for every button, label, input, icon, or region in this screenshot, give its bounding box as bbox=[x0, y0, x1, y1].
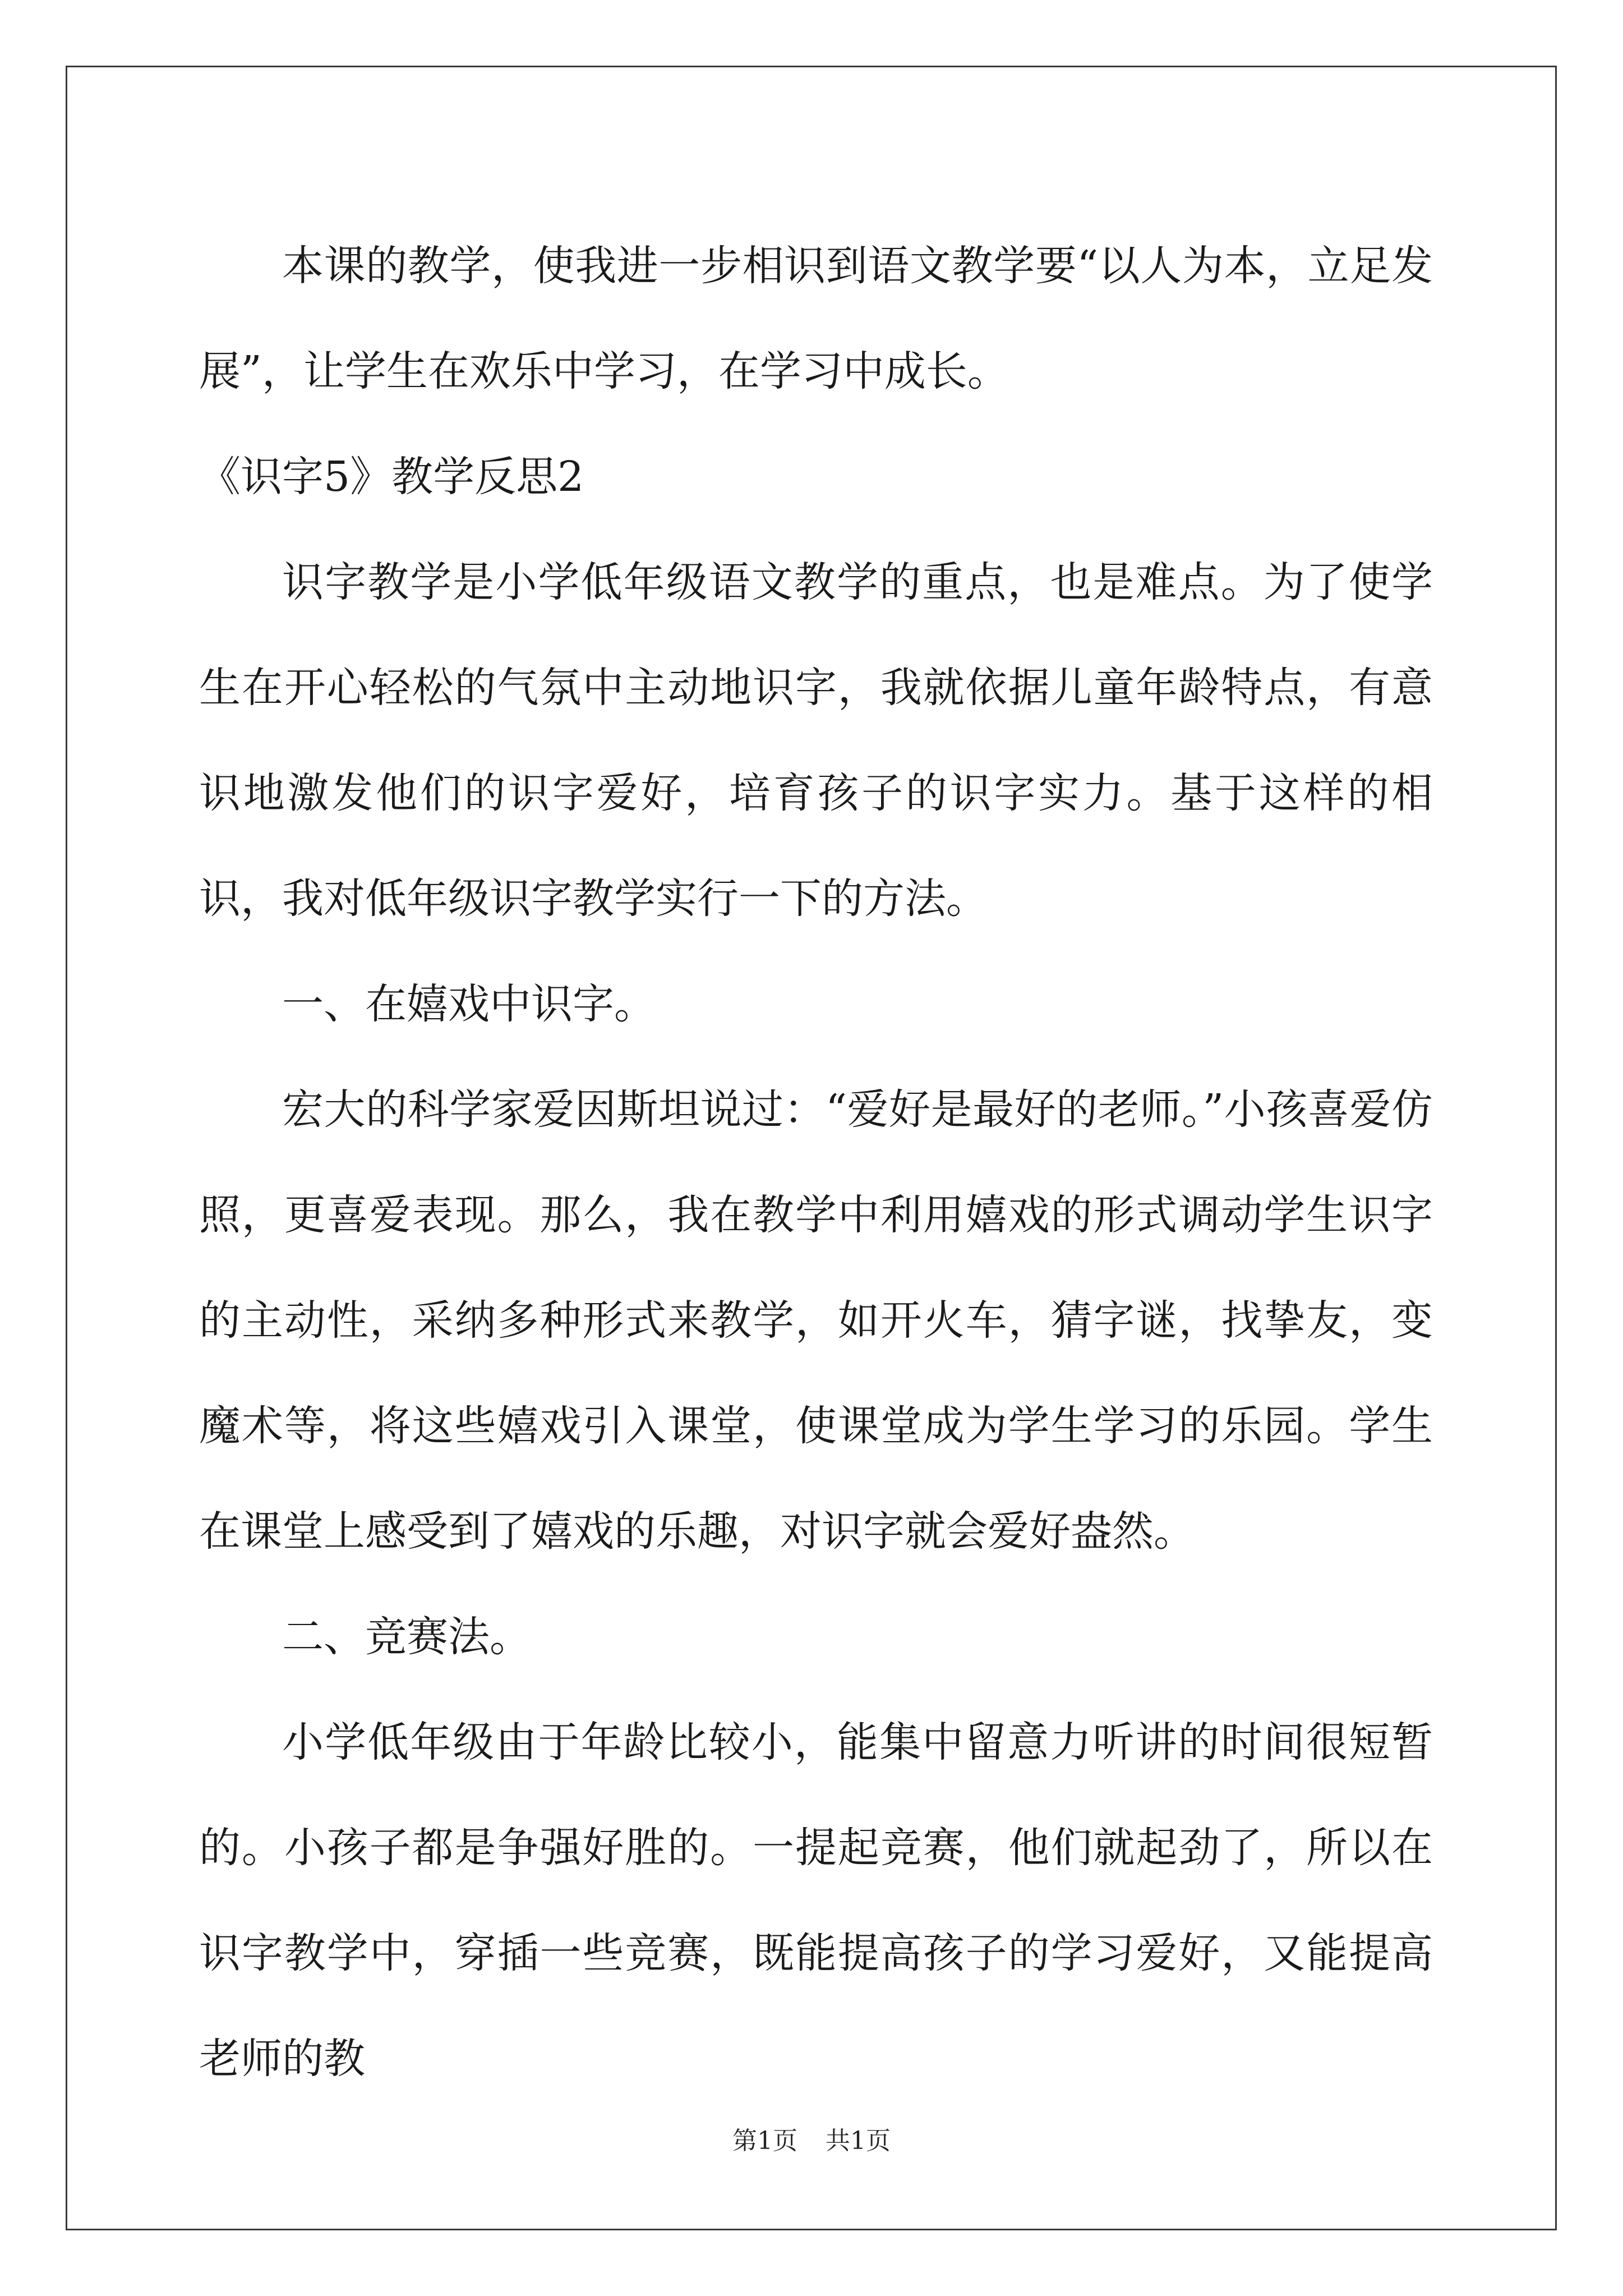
paragraph: 本课的教学，使我进一步相识到语文教学要“以人为本，立足发展”，让学生在欢乐中学习，在学习中成长。 bbox=[199, 242, 1433, 395]
section-heading: 《识字5》教学反思2 bbox=[199, 453, 584, 501]
paragraph: 识字教学是小学低年级语文教学的重点，也是难点。为了使学生在开心轻松的气氛中主动地识字，我就依据儿童年龄特点，有意识地激发他们的识字爱好，培育孩子的识字实力。基于这样的相识，我对低年级识字教学实行一下的方法。 bbox=[199, 558, 1433, 923]
page-total: 共1页 bbox=[826, 2127, 891, 2155]
paragraph: 小学低年级由于年龄比较小，能集中留意力听讲的时间很短暂的。小孩子都是争强好胜的。一提起竞赛，他们就起劲了，所以在识字教学中，穿插一些竞赛，既能提高孩子的学习爱好，又能提高老师的教 bbox=[199, 1718, 1433, 2083]
paragraph: 宏大的科学家爱因斯坦说过：“爱好是最好的老师。”小孩喜爱仿照，更喜爱表现。那么，我在教学中利用嬉戏的形式调动学生识字的主动性，采纳多种形式来教学，如开火车，猜字谜，找挚友，变魔术等，将这些嬉戏引入课堂，使课堂成为学生学习的乐园。学生在课堂上感受到了嬉戏的乐趣，对识字就会爱好盎然。 bbox=[199, 1085, 1433, 1556]
page-number: 第1页 bbox=[732, 2127, 797, 2155]
document-body bbox=[199, 213, 1433, 2111]
page-footer bbox=[0, 2120, 1623, 2156]
paragraph: 二、竞赛法。 bbox=[282, 1613, 531, 1661]
paragraph: 一、在嬉戏中识字。 bbox=[282, 980, 656, 1028]
